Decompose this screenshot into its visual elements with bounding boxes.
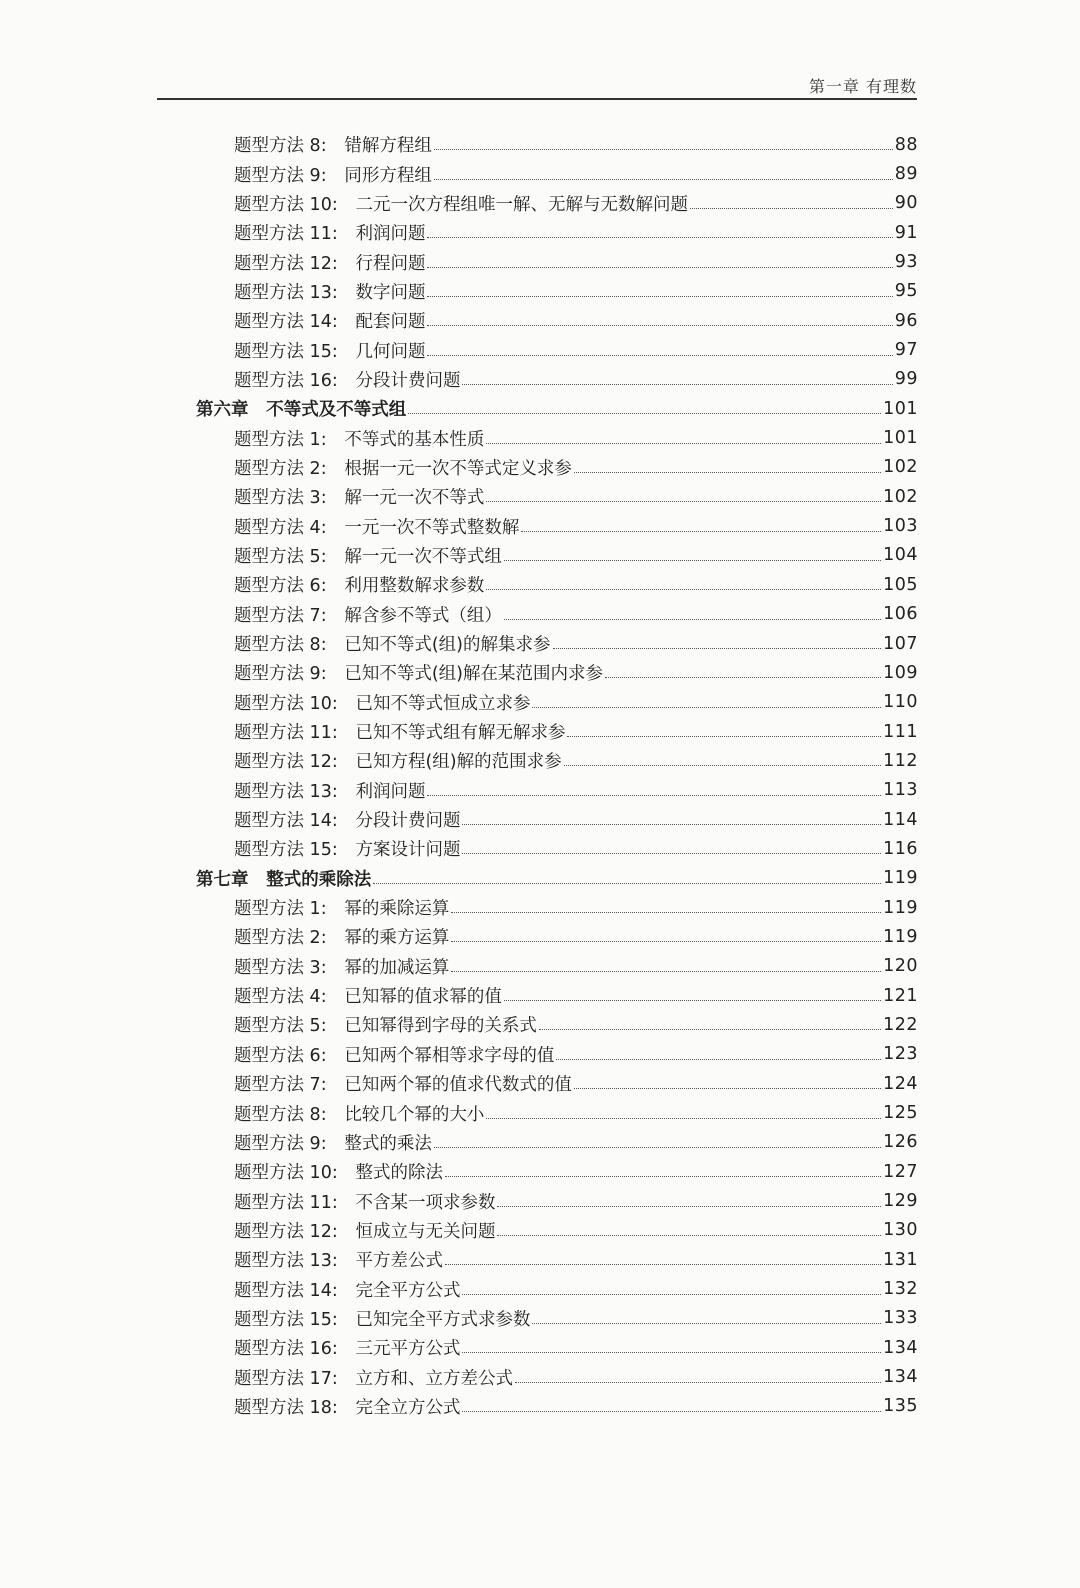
page-number: 132 [883, 1279, 918, 1300]
page-number: 102 [883, 486, 918, 507]
entry-title: 已知不等式恒成立求参 [355, 693, 531, 714]
entry-label: 题型方法 7: [234, 605, 327, 626]
page-number: 112 [883, 750, 918, 771]
toc-entry[interactable] [234, 922, 918, 951]
toc-entry[interactable] [234, 541, 918, 570]
dot-leader [451, 941, 881, 942]
page-number: 129 [883, 1191, 918, 1212]
entry-label: 题型方法 14: [234, 312, 338, 333]
page-number: 99 [894, 369, 918, 390]
page-number: 111 [883, 721, 918, 742]
entry-title: 行程问题 [355, 253, 426, 274]
entry-label: 题型方法 11: [234, 224, 338, 245]
entry-title: 立方和、立方差公式 [355, 1368, 513, 1389]
dot-leader [497, 1206, 881, 1207]
page-number: 119 [883, 868, 918, 889]
page-number: 91 [894, 222, 918, 243]
table-of-contents [0, 130, 1080, 1421]
dot-leader [556, 1059, 881, 1060]
entry-label: 题型方法 5: [234, 546, 327, 567]
entry-title: 已知不等式(组)解在某范围内求参 [344, 664, 603, 685]
page-number: 134 [883, 1367, 918, 1388]
dot-leader [427, 237, 892, 238]
toc-entry[interactable] [234, 482, 918, 511]
entry-title: 已知方程(组)解的范围求参 [355, 752, 562, 773]
entry-label: 题型方法 2: [234, 928, 327, 949]
entry-title: 分段计费问题 [355, 811, 461, 832]
dot-leader [427, 355, 892, 356]
dot-leader [486, 501, 881, 502]
page-number: 101 [883, 398, 918, 419]
toc-entry[interactable] [234, 453, 918, 482]
toc-entry[interactable] [234, 600, 918, 629]
entry-label: 题型方法 16: [234, 1339, 338, 1360]
toc-entry[interactable] [234, 1128, 918, 1157]
page-number: 135 [883, 1396, 918, 1417]
entry-title: 幂的乘方运算 [344, 928, 450, 949]
entry-title: 整式的除法 [355, 1163, 443, 1184]
dot-leader [462, 1352, 881, 1353]
entry-title: 一元一次不等式整数解 [344, 517, 520, 538]
page-number: 97 [894, 340, 918, 361]
page-number: 89 [894, 164, 918, 185]
page-number: 90 [894, 193, 918, 214]
entry-title: 已知幂得到字母的关系式 [344, 1016, 537, 1037]
header-rule [157, 98, 917, 100]
dot-leader [462, 1411, 881, 1412]
entry-title: 二元一次方程组唯一解、无解与无数解问题 [355, 194, 688, 215]
toc-entry[interactable] [234, 805, 918, 834]
toc-entry[interactable] [234, 570, 918, 599]
entry-title: 恒成立与无关问题 [355, 1221, 496, 1242]
entry-label: 题型方法 15: [234, 840, 338, 861]
dot-leader [486, 589, 881, 590]
toc-entry[interactable] [234, 629, 918, 658]
toc-entry[interactable] [234, 365, 918, 394]
page-number: 114 [883, 809, 918, 830]
entry-title: 完全平方公式 [355, 1280, 461, 1301]
toc-entry[interactable] [234, 511, 918, 540]
toc-entry[interactable] [234, 159, 918, 188]
toc-entry[interactable] [234, 688, 918, 717]
entry-title: 方案设计问题 [355, 840, 461, 861]
entry-label: 题型方法 13: [234, 781, 338, 802]
toc-entry[interactable] [234, 247, 918, 276]
entry-label: 题型方法 15: [234, 341, 338, 362]
entry-label: 题型方法 3: [234, 957, 327, 978]
toc-entry[interactable] [234, 1216, 918, 1245]
toc-entry[interactable] [234, 1333, 918, 1362]
entry-label: 题型方法 6: [234, 576, 327, 597]
toc-entry[interactable] [234, 277, 918, 306]
dot-leader [434, 149, 893, 150]
toc-entry[interactable] [234, 1069, 918, 1098]
entry-label: 题型方法 15: [234, 1309, 338, 1330]
page-number: 110 [883, 692, 918, 713]
entry-label: 题型方法 10: [234, 1163, 338, 1184]
entry-title: 分段计费问题 [355, 370, 461, 391]
page-number: 134 [883, 1337, 918, 1358]
entry-title: 根据一元一次不等式定义求参 [344, 458, 572, 479]
toc-entry[interactable] [234, 1274, 918, 1303]
entry-label: 题型方法 12: [234, 752, 338, 773]
toc-entry[interactable] [234, 658, 918, 687]
dot-leader [539, 1029, 881, 1030]
dot-leader [451, 971, 881, 972]
entry-label: 题型方法 16: [234, 370, 338, 391]
entry-title: 已知幂的值求幂的值 [344, 987, 502, 1008]
entry-title: 已知不等式组有解无解求参 [355, 723, 566, 744]
entry-label: 题型方法 4: [234, 987, 327, 1008]
entry-label: 题型方法 9: [234, 664, 327, 685]
entry-label: 题型方法 18: [234, 1397, 338, 1418]
entry-label: 题型方法 14: [234, 1280, 338, 1301]
page-number: 107 [883, 633, 918, 654]
entry-title: 不含某一项求参数 [355, 1192, 496, 1213]
toc-chapter-entry[interactable] [196, 864, 918, 893]
page-number: 95 [894, 281, 918, 302]
entry-title: 完全立方公式 [355, 1397, 461, 1418]
dot-leader [504, 619, 881, 620]
dot-leader [451, 912, 881, 913]
dot-leader [532, 1323, 881, 1324]
toc-entry[interactable] [234, 306, 918, 335]
chapter-label: 第六章 [196, 400, 249, 421]
entry-title: 已知不等式(组)的解集求参 [344, 635, 551, 656]
entry-title: 配套问题 [355, 312, 426, 333]
entry-label: 题型方法 8: [234, 136, 327, 157]
page-number: 133 [883, 1308, 918, 1329]
page-number: 125 [883, 1103, 918, 1124]
entry-label: 题型方法 5: [234, 1016, 327, 1037]
page-number: 106 [883, 604, 918, 625]
entry-label: 题型方法 3: [234, 488, 327, 509]
page-number: 121 [883, 985, 918, 1006]
toc-entry[interactable] [234, 1040, 918, 1069]
entry-title: 平方差公式 [355, 1251, 443, 1272]
toc-entry[interactable] [234, 981, 918, 1010]
entry-title: 解一元一次不等式组 [344, 546, 502, 567]
page-number: 127 [883, 1161, 918, 1182]
chapter-label: 第七章 [196, 869, 249, 890]
toc-entry[interactable] [234, 717, 918, 746]
dot-leader [445, 1176, 881, 1177]
entry-label: 题型方法 14: [234, 811, 338, 832]
toc-entry[interactable] [234, 776, 918, 805]
dot-leader [690, 208, 893, 209]
dot-leader [564, 765, 881, 766]
page-number: 113 [883, 780, 918, 801]
entry-title: 解一元一次不等式 [344, 488, 485, 509]
page-number: 122 [883, 1014, 918, 1035]
entry-label: 题型方法 17: [234, 1368, 338, 1389]
dot-leader [521, 531, 881, 532]
entry-title: 解含参不等式（组） [344, 605, 502, 626]
chapter-title: 整式的乘除法 [266, 869, 372, 890]
toc-entry[interactable] [234, 218, 918, 247]
entry-title: 错解方程组 [344, 136, 432, 157]
dot-leader [605, 677, 881, 678]
entry-label: 题型方法 11: [234, 1192, 338, 1213]
dot-leader [462, 384, 892, 385]
entry-label: 题型方法 8: [234, 635, 327, 656]
entry-title: 幂的乘除运算 [344, 899, 450, 920]
entry-label: 题型方法 6: [234, 1045, 327, 1066]
entry-title: 利润问题 [355, 224, 426, 245]
entry-title: 数字问题 [355, 282, 426, 303]
dot-leader [462, 853, 881, 854]
toc-entry[interactable] [234, 1362, 918, 1391]
dot-leader [486, 1118, 881, 1119]
dot-leader [434, 179, 893, 180]
toc-entry[interactable] [234, 1392, 918, 1421]
page-number: 119 [883, 926, 918, 947]
page-number: 88 [894, 134, 918, 155]
toc-entry[interactable] [234, 1186, 918, 1215]
entry-title: 幂的加减运算 [344, 957, 450, 978]
dot-leader [462, 1294, 881, 1295]
page-number: 119 [883, 897, 918, 918]
dot-leader [427, 267, 892, 268]
page-number: 101 [883, 428, 918, 449]
dot-leader [373, 883, 881, 884]
entry-title: 整式的乘法 [344, 1133, 432, 1154]
dot-leader [504, 1000, 881, 1001]
entry-label: 题型方法 4: [234, 517, 327, 538]
dot-leader [427, 325, 892, 326]
page-number: 96 [894, 310, 918, 331]
entry-label: 题型方法 8: [234, 1104, 327, 1125]
toc-entry[interactable] [234, 1157, 918, 1186]
page-number: 93 [894, 252, 918, 273]
page-number: 131 [883, 1249, 918, 1270]
running-head: 第一章 有理数 [808, 77, 917, 96]
entry-label: 题型方法 1: [234, 899, 327, 920]
dot-leader [574, 472, 881, 473]
entry-title: 已知两个幂的值求代数式的值 [344, 1075, 572, 1096]
dot-leader [567, 736, 881, 737]
toc-entry[interactable] [234, 952, 918, 981]
entry-label: 题型方法 2: [234, 458, 327, 479]
dot-leader [504, 560, 881, 561]
toc-entry[interactable] [234, 130, 918, 159]
page-number: 130 [883, 1220, 918, 1241]
toc-entry[interactable] [234, 1245, 918, 1274]
toc-chapter-entry[interactable] [196, 394, 918, 423]
entry-title: 已知完全平方式求参数 [355, 1309, 531, 1330]
entry-title: 三元平方公式 [355, 1339, 461, 1360]
toc-entry[interactable] [234, 1010, 918, 1039]
page-number: 120 [883, 956, 918, 977]
dot-leader [574, 1088, 881, 1089]
dot-leader [462, 824, 881, 825]
entry-title: 利用整数解求参数 [344, 576, 485, 597]
toc-entry[interactable] [234, 893, 918, 922]
page-number: 123 [883, 1044, 918, 1065]
entry-label: 题型方法 12: [234, 253, 338, 274]
dot-leader [427, 296, 892, 297]
toc-entry[interactable] [234, 189, 918, 218]
toc-entry[interactable] [234, 423, 918, 452]
dot-leader [408, 413, 881, 414]
page-number: 126 [883, 1132, 918, 1153]
page-number: 124 [883, 1073, 918, 1094]
entry-label: 题型方法 9: [234, 165, 327, 186]
entry-title: 不等式的基本性质 [344, 429, 485, 450]
dot-leader [445, 1264, 881, 1265]
dot-leader [553, 648, 882, 649]
chapter-title: 不等式及不等式组 [266, 400, 407, 421]
entry-title: 比较几个幂的大小 [344, 1104, 485, 1125]
toc-entry[interactable] [234, 1304, 918, 1333]
entry-label: 题型方法 13: [234, 1251, 338, 1272]
entry-label: 题型方法 1: [234, 429, 327, 450]
toc-entry[interactable] [234, 834, 918, 863]
page-number: 102 [883, 457, 918, 478]
entry-title: 几何问题 [355, 341, 426, 362]
entry-label: 题型方法 10: [234, 194, 338, 215]
entry-label: 题型方法 10: [234, 693, 338, 714]
page-number: 105 [883, 574, 918, 595]
entry-title: 利润问题 [355, 781, 426, 802]
dot-leader [497, 1235, 881, 1236]
entry-label: 题型方法 13: [234, 282, 338, 303]
entry-title: 已知两个幂相等求字母的值 [344, 1045, 555, 1066]
entry-label: 题型方法 12: [234, 1221, 338, 1242]
page-number: 109 [883, 662, 918, 683]
dot-leader [532, 707, 881, 708]
page-number: 116 [883, 838, 918, 859]
toc-entry[interactable] [234, 335, 918, 364]
dot-leader [515, 1382, 881, 1383]
dot-leader [434, 1147, 881, 1148]
entry-label: 题型方法 11: [234, 723, 338, 744]
entry-label: 题型方法 7: [234, 1075, 327, 1096]
toc-entry[interactable] [234, 746, 918, 775]
page-number: 104 [883, 545, 918, 566]
dot-leader [486, 443, 881, 444]
dot-leader [427, 795, 881, 796]
toc-entry[interactable] [234, 1098, 918, 1127]
entry-label: 题型方法 9: [234, 1133, 327, 1154]
page-number: 103 [883, 516, 918, 537]
entry-title: 同形方程组 [344, 165, 432, 186]
